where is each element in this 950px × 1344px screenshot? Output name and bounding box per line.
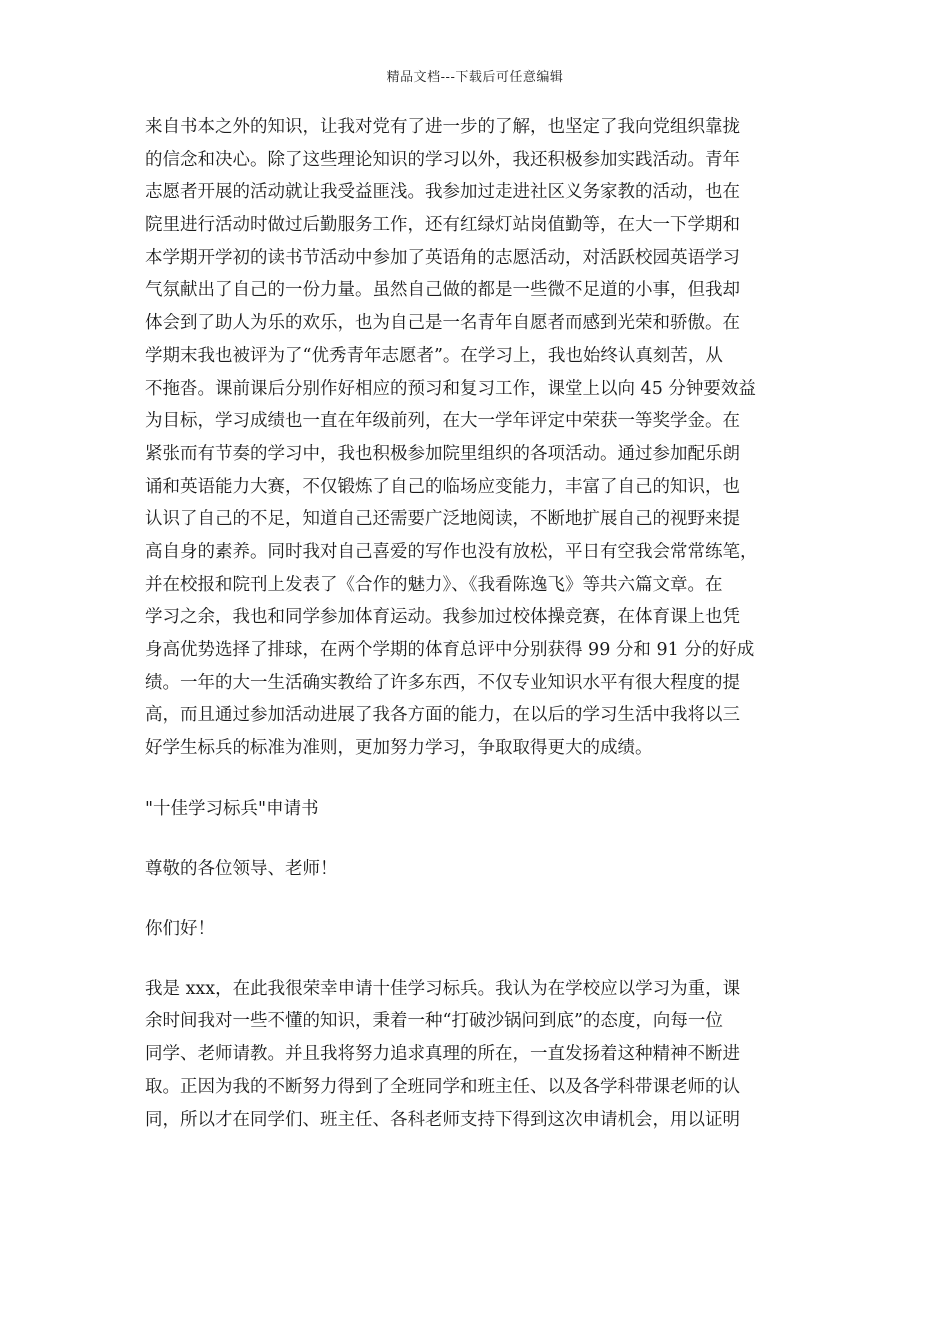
paragraph-continuation	[145, 111, 809, 765]
text-line: 为目标，学习成绩也一直在年级前列，在大一学年评定中荣获一等奖学金。在	[145, 411, 740, 432]
text-line: 学期末我也被评为了“优秀青年志愿者”。在学习上，我也始终认真刻苦，从	[145, 345, 723, 366]
text-line: 并在校报和院刊上发表了《合作的魅力》、《我看陈逸飞》等共六篇文章。在	[145, 574, 723, 595]
text-line: 学习之余，我也和同学参加体育运动。我参加过校体操竞赛，在体育课上也凭	[145, 607, 740, 628]
text-line: 不拖沓。课前课后分别作好相应的预习和复习工作，课堂上以向 45 分钟要效益	[145, 378, 756, 399]
text-line: 体会到了助人为乐的欢乐，也为自己是一名青年自愿者而感到光荣和骄傲。在	[145, 313, 740, 334]
text-line: 余时间我对一些不懂的知识，秉着一种“打破沙锅问到底”的态度，向每一位	[145, 1011, 723, 1032]
text-line: 紧张而有节奏的学习中，我也积极参加院里组织的各项活动。通过参加配乐朗	[145, 443, 740, 464]
text-line: 我是 xxx，在此我很荣幸申请十佳学习标兵。我认为在学校应以学习为重，课	[145, 978, 741, 999]
document-body	[145, 111, 809, 1136]
salutation: 尊敬的各位领导、老师！	[145, 858, 338, 879]
paragraph-gap	[145, 945, 809, 973]
text-line: 院里进行活动时做过后勤服务工作，还有红绿灯站岗值勤等，在大一下学期和	[145, 215, 740, 236]
greeting: 你们好！	[145, 918, 215, 939]
paragraph-application	[145, 973, 809, 1136]
text-line: 绩。一年的大一生活确实教给了许多东西，不仅专业知识水平有很大程度的提	[145, 672, 740, 693]
text-line: 高，而且通过参加活动进展了我各方面的能力，在以后的学习生活中我将以三	[145, 705, 740, 726]
text-line: 同，所以才在同学们、班主任、各科老师支持下得到这次申请机会，用以证明	[145, 1109, 740, 1130]
text-line: 来自书本之外的知识，让我对党有了进一步的了解，也坚定了我向党组织靠拢	[145, 117, 740, 137]
paragraph-gap	[145, 885, 809, 913]
paragraph-gap	[145, 825, 809, 853]
text-line: 的信念和决心。除了这些理论知识的学习以外，我还积极参加实践活动。青年	[145, 149, 740, 170]
text-line: 志愿者开展的活动就让我受益匪浅。我参加过走进社区义务家教的活动，也在	[145, 182, 740, 203]
text-line: 高自身的素养。同时我对自己喜爱的写作也没有放松，平日有空我会常常练笔，	[145, 541, 758, 562]
document-title: "十佳学习标兵"申请书	[145, 798, 319, 819]
text-line: 认识了自己的不足，知道自己还需要广泛地阅读，不断地扩展自己的视野来提	[145, 509, 740, 530]
text-line: 身高优势选择了排球，在两个学期的体育总评中分别获得 99 分和 91 分的好成	[145, 640, 755, 660]
text-line: 气氛献出了自己的一份力量。虽然自己做的都是一些微不足道的小事，但我却	[145, 280, 740, 301]
paragraph-gap	[145, 765, 809, 793]
text-line: 本学期开学初的读书节活动中参加了英语角的志愿活动，对活跃校园英语学习	[145, 247, 740, 268]
text-line: 取。正因为我的不断努力得到了全班同学和班主任、以及各学科带课老师的认	[145, 1076, 740, 1097]
text-line: 同学、老师请教。并且我将努力追求真理的所在，一直发扬着这种精神不断进	[145, 1044, 740, 1065]
page-header: 精品文档---下载后可任意编辑	[386, 70, 564, 85]
text-line: 好学生标兵的标准为准则，更加努力学习，争取取得更大的成绩。	[145, 738, 653, 759]
text-line: 诵和英语能力大赛，不仅锻炼了自己的临场应变能力，丰富了自己的知识，也	[145, 476, 740, 497]
